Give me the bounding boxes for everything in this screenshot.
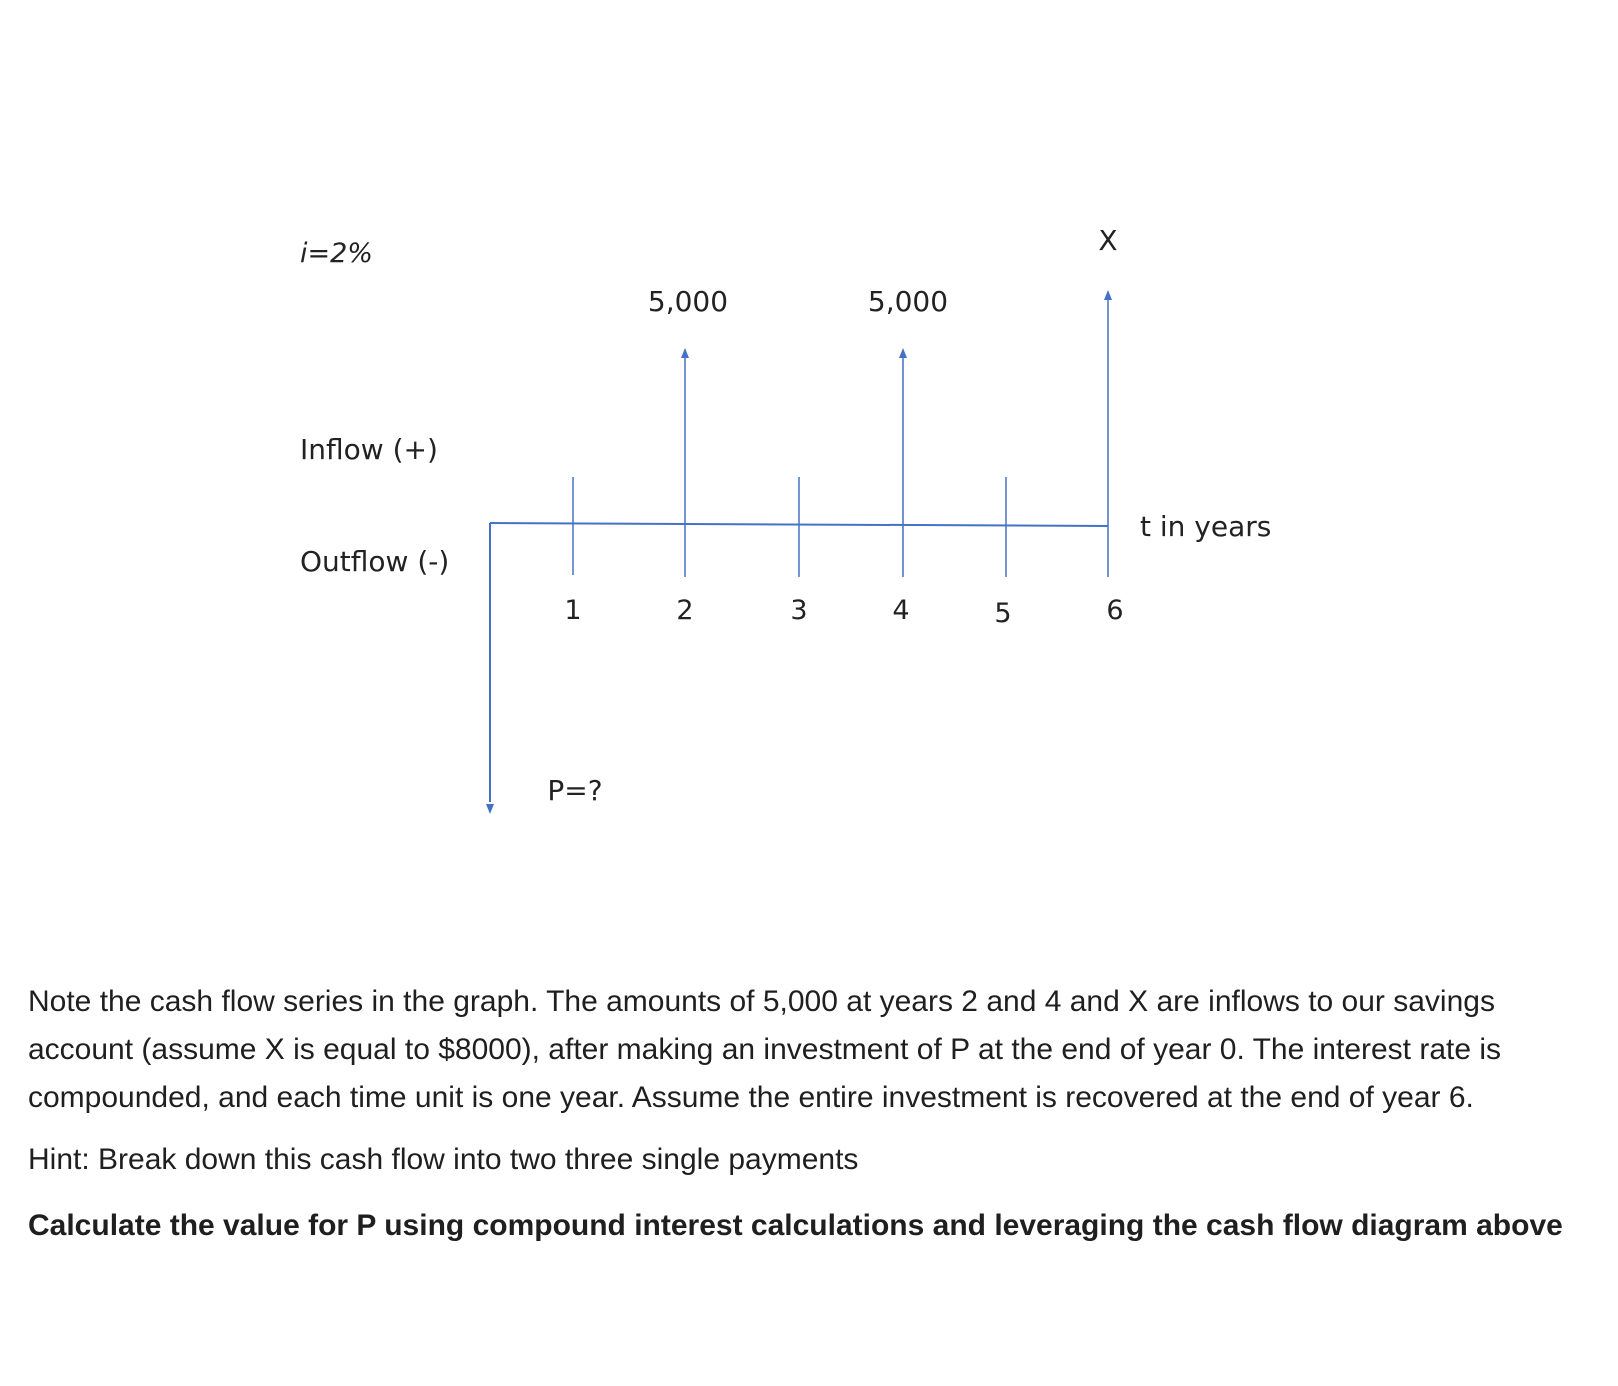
tick-label: 1 bbox=[564, 595, 582, 626]
problem-note: Note the cash flow series in the graph. The amounts of 5,000 at years 2 and 4 and X are inflows to our savings account (assume X is equal to $8000), after making an investment of P at the end of year 0. The interest rate is compounded, and each time unit is one year. Assume the entire investment is recovered at the end of year 6. bbox=[28, 985, 1502, 1114]
inflow-label: Inflow (+) bbox=[300, 433, 438, 466]
cashflow-year4-amount: 5,000 bbox=[867, 285, 949, 318]
arrow-up-icon bbox=[681, 348, 689, 358]
arrow-up-icon bbox=[899, 348, 907, 358]
tick-label: 6 bbox=[1106, 595, 1124, 626]
problem-hint: Hint: Break down this cash flow into two three single payments bbox=[28, 1143, 859, 1176]
tick-label: 3 bbox=[790, 595, 808, 626]
cashflow-year6-amount: X bbox=[1098, 224, 1118, 257]
arrow-up-icon bbox=[1104, 290, 1112, 300]
cashflow-year0-amount: P=? bbox=[547, 774, 603, 807]
interest-rate-label: i=2% bbox=[300, 238, 373, 269]
outflow-label: Outflow (-) bbox=[300, 545, 450, 578]
tick-label: 4 bbox=[892, 595, 910, 626]
arrow-down-icon bbox=[486, 804, 494, 814]
problem-text bbox=[28, 978, 1588, 1250]
year-tick-lines bbox=[573, 298, 1108, 577]
tick-label: 5 bbox=[994, 598, 1012, 629]
problem-question: Calculate the value for P using compound interest calculations and leveraging the cash flow diagram above bbox=[28, 1209, 1563, 1242]
time-axis-label: t in years bbox=[1140, 510, 1272, 543]
tick-label: 2 bbox=[676, 595, 694, 626]
cashflow-year2-amount: 5,000 bbox=[647, 285, 729, 318]
